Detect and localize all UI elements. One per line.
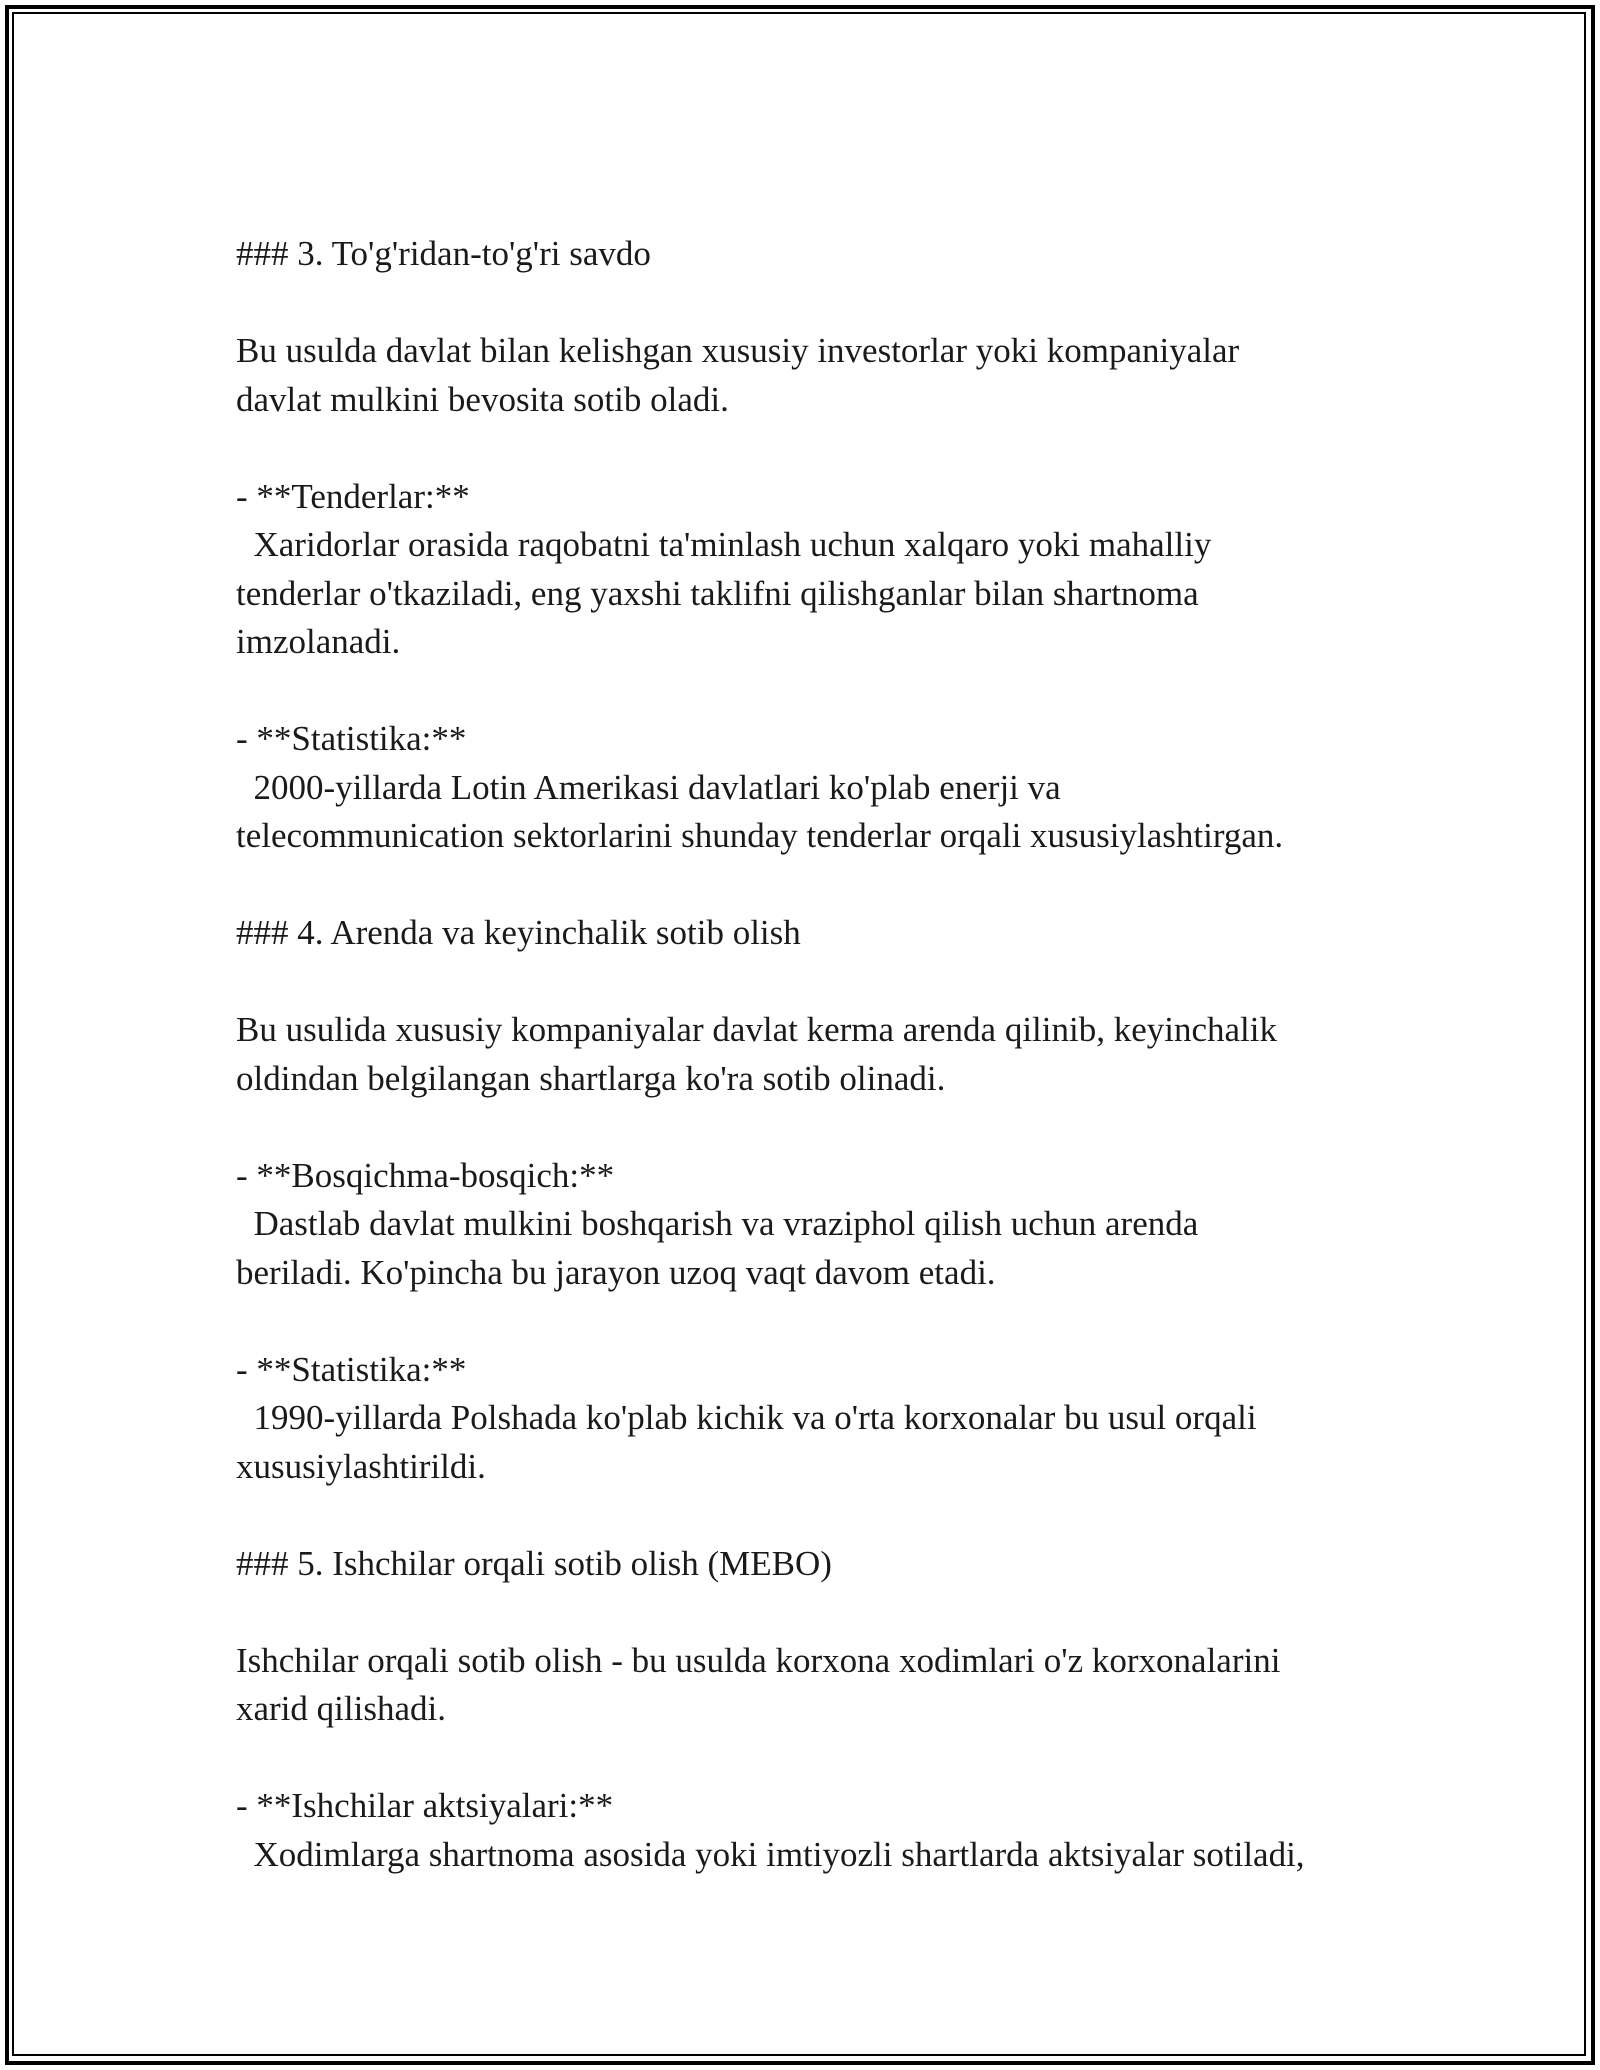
list-item-text: telecommunication sektorlarini shunday tenderlar orqali xususiylashtirgan. — [236, 816, 1284, 855]
blank-line — [236, 1103, 1436, 1152]
list-item-text: Xaridorlar orasida raqobatni ta'minlash uchun xalqaro yoki mahalliy — [236, 525, 1212, 564]
list-item-text: xususiylashtirildi. — [236, 1446, 486, 1486]
list-item-text: Xodimlarga shartnoma asosida yoki imtiyozli shartlarda aktsiyalar sotiladi, — [236, 1834, 1305, 1874]
list-item-text: 2000-yillarda Lotin Amerikasi davlatlari ko'plab enerji va — [236, 767, 1061, 807]
blank-line — [236, 667, 1436, 716]
paragraph-line: xarid qilishadi. — [236, 1689, 446, 1728]
list-item-text: 1990-yillarda Polshada ko'plab kichik va o'rta korxonalar bu usul orqali — [236, 1398, 1257, 1437]
blank-line — [236, 1734, 1436, 1783]
list-item-text: beriladi. Ko'pincha bu jarayon uzoq vaqt davom etadi. — [236, 1252, 996, 1292]
list-item-title: - **Ishchilar aktsiyalari:** — [236, 1786, 614, 1825]
section-heading-5: ### 5. Ishchilar orqali sotib olish (MEBO) — [236, 1543, 832, 1583]
paragraph-line: oldindan belgilangan shartlarga ko'ra sotib olinadi. — [236, 1058, 946, 1098]
list-item-text: imzolanadi. — [236, 622, 401, 661]
section-heading-4: ### 4. Arenda va keyinchalik sotib olish — [236, 913, 801, 952]
paragraph-line: Bu usulda davlat bilan kelishgan xususiy investorlar yoki kompaniyalar — [236, 331, 1240, 370]
paragraph-line: Ishchilar orqali sotib olish - bu usulda korxona xodimlari o'z korxonalarini — [236, 1640, 1281, 1680]
paragraph-line: davlat mulkini bevosita sotib oladi. — [236, 379, 729, 419]
list-item-title: - **Statistika:** — [236, 719, 467, 758]
list-item-text: tenderlar o'tkaziladi, eng yaxshi taklifni qilishganlar bilan shartnoma — [236, 573, 1199, 613]
blank-line — [236, 424, 1436, 473]
list-item-text: Dastlab davlat mulkini boshqarish va vraziphol qilish uchun arenda — [236, 1204, 1199, 1243]
list-item-title: - **Statistika:** — [236, 1349, 467, 1389]
blank-line — [236, 861, 1436, 910]
blank-line — [236, 1297, 1436, 1346]
blank-line — [236, 1588, 1436, 1637]
blank-line — [236, 279, 1436, 328]
section-heading-3: ### 3. To'g'ridan-to'g'ri savdo — [236, 234, 651, 273]
blank-line — [236, 1491, 1436, 1540]
paragraph-line: Bu usulida xususiy kompaniyalar davlat kerma arenda qilinib, keyinchalik — [236, 1010, 1277, 1049]
list-item-title: - **Bosqichma-bosqich:** — [236, 1155, 615, 1195]
blank-line — [236, 958, 1436, 1007]
list-item-title: - **Tenderlar:** — [236, 476, 470, 516]
document-body — [236, 230, 1436, 1879]
